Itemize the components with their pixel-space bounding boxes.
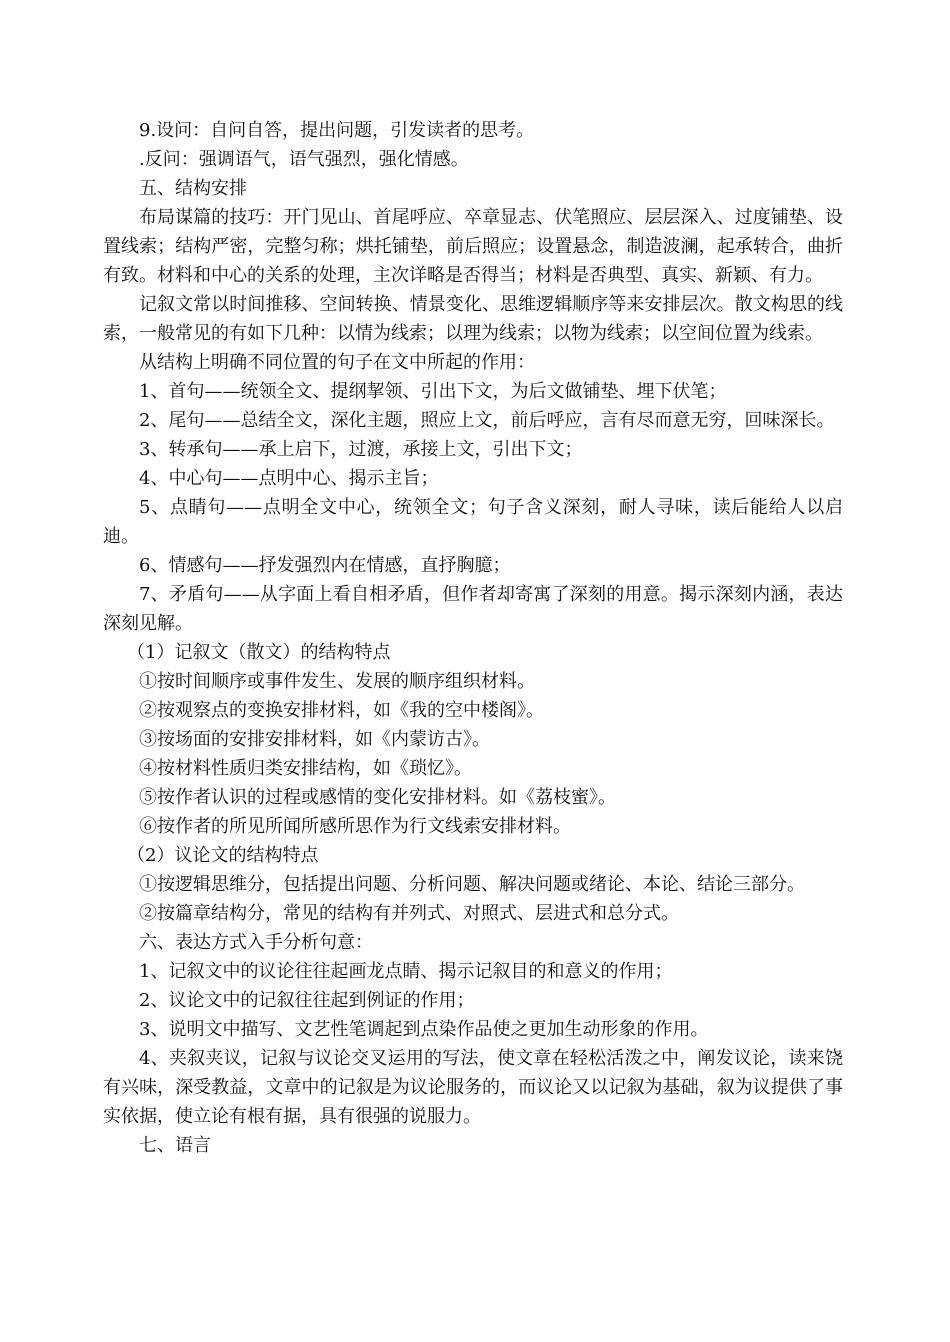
list-item-first-sentence: 1、首句——统领全文、提纲挈领、引出下文，为后文做铺垫、埋下伏笔； — [139, 381, 727, 402]
list-item-last-sentence: 2、尾句——总结全文，深化主题，照应上文，前后呼应，言有尽而意无穷，回味深长。 — [139, 410, 835, 431]
subheading-narrative-structure: （1）记叙文（散文）的结构特点 — [127, 642, 391, 663]
paragraph-narrative-levels: 记叙文常以时间推移、空间转换、情景变化、思维逻辑顺序等来安排层次。散文构思的线索，一般常见的有如下几种：以情为线索；以理为线索；以物为线索；以空间位置为线索。 — [103, 294, 843, 344]
list-item-central-sentence: 4、中心句——点明中心、揭示主旨； — [139, 468, 439, 489]
list-item-transition-sentence: 3、转承句——承上启下，过渡，承接上文，引出下文； — [139, 439, 583, 460]
list-item-narrative-5: ⑤按作者认识的过程或感情的变化安排材料。如《荔枝蜜》。 — [139, 787, 616, 808]
paragraph-sentence-roles-intro: 从结构上明确不同位置的句子在文中所起的作用： — [139, 352, 535, 373]
document-page — [103, 116, 843, 1160]
paragraph-counter-question: .反问：强调语气，语气强烈，强化情感。 — [139, 149, 469, 170]
list-item-narrative-2: ②按观察点的变换安排材料，如《我的空中楼阁》。 — [139, 700, 544, 721]
list-item-narrative-1: ①按时间顺序或事件发生、发展的顺序组织材料。 — [139, 671, 535, 692]
list-item-narrative-6: ⑥按作者的所见所闻所感所思作为行文线索安排材料。 — [139, 816, 571, 837]
section-heading-expression: 六、表达方式入手分析句意： — [139, 932, 373, 953]
list-item-paradox-sentence: 7、矛盾句——从字面上看自相矛盾，但作者却寄寓了深刻的用意。揭示深刻内涵，表达深刻见解。 — [103, 584, 843, 634]
list-item-argument-1: ①按逻辑思维分，包括提出问题、分析问题、解决问题或绪论、本论、结论三部分。 — [139, 874, 805, 895]
list-item-emotion-sentence: 6、情感句——抒发强烈内在情感，直抒胸臆； — [139, 555, 511, 576]
section-heading-structure: 五、结构安排 — [139, 178, 247, 199]
list-item-expression-1: 1、记叙文中的议论往往起画龙点睛、揭示记叙目的和意义的作用； — [139, 961, 673, 982]
list-item-expression-4: 4、夹叙夹议，记叙与议论交叉运用的写法，使文章在轻松活泼之中，阐发议论，读来饶有兴味，深受教益，文章中的记叙是为议论服务的，而议论又以记叙为基础，叙为议提供了事实依据，使立论有根有据，具有很强的说服力。 — [103, 1048, 843, 1127]
list-item-narrative-4: ④按材料性质归类安排结构，如《琐忆》。 — [139, 758, 472, 779]
paragraph-layout-techniques: 布局谋篇的技巧：开门见山、首尾呼应、卒章显志、伏笔照应、层层深入、过度铺垫、设置线索；结构严密，完整匀称；烘托铺垫，前后照应；设置悬念，制造波澜，起承转合，曲折有致。材料和中心的关系的处理，主次详略是否得当；材料是否典型、真实、新颖、有力。 — [103, 207, 843, 286]
list-item-expression-3: 3、说明文中描写、文艺性笔调起到点染作品使之更加生动形象的作用。 — [139, 1019, 709, 1040]
subheading-argument-structure: （2）议论文的结构特点 — [127, 845, 319, 866]
list-item-narrative-3: ③按场面的安排安排材料，如《内蒙访古》。 — [139, 729, 490, 750]
section-heading-language: 七、语言 — [139, 1135, 211, 1156]
list-item-argument-2: ②按篇章结构分，常见的结构有并列式、对照式、层进式和总分式。 — [139, 903, 679, 924]
list-item-key-sentence: 5、点睛句——点明全文中心，统领全文；句子含义深刻，耐人寻味，读后能给人以启迪。 — [103, 497, 843, 547]
list-item-expression-2: 2、议论文中的记叙往往起到例证的作用； — [139, 990, 475, 1011]
paragraph-rhetorical-question: 9.设问：自问自答，提出问题，引发读者的思考。 — [139, 120, 535, 141]
